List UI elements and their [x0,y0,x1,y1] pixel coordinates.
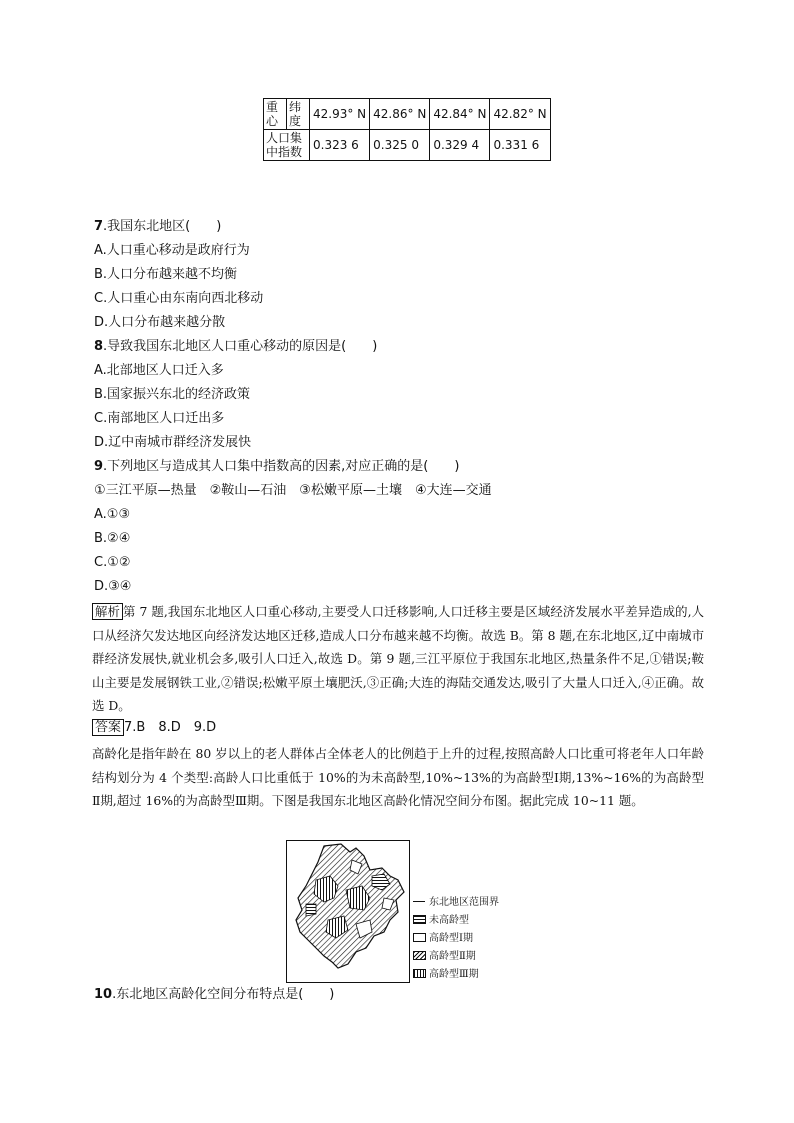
option: A.北部地区人口迁入多 [94,363,224,378]
answer-line: 答案 7.B 8.D 9.D [92,719,216,737]
table-head-latitude: 纬度 [287,99,310,130]
table-row [264,99,551,130]
legend-item: 未高龄型 [413,914,469,927]
table-cell: 0.329 4 [430,130,490,161]
question-10-stem: 10.东北地区高龄化空间分布特点是( ) [94,987,335,1002]
option: B.人口分布越来越不均衡 [94,267,238,282]
table-cell: 0.323 6 [310,130,370,161]
question-8-stem: 8.导致我国东北地区人口重心移动的原因是( ) [94,339,378,354]
horizontal-hatch-icon [413,915,426,924]
table-row [264,130,551,161]
option: B.②④ [94,531,131,546]
table-cell: 0.325 0 [370,130,430,161]
question-7-stem: 7.我国东北地区( ) [94,219,222,234]
option: C.南部地区人口迁出多 [94,411,225,426]
table-cell: 42.93° N [310,99,370,130]
legend-item: 东北地区范围界 [413,896,499,909]
vertical-hatch-icon [413,969,426,978]
blank-swatch-icon [413,933,426,942]
legend-item: 高龄型Ⅱ期 [413,950,476,963]
legend-item: 高龄型Ⅲ期 [413,968,479,981]
table-head-index: 人口集中指数 [264,130,310,161]
northeast-aging-map [286,840,410,983]
option: D.人口分布越来越分散 [94,315,226,330]
question-9-stem: 9.下列地区与造成其人口集中指数高的因素,对应正确的是( ) [94,459,460,474]
option: A.人口重心移动是政府行为 [94,243,250,258]
option: C.①② [94,555,131,570]
table-head-centroid: 重心 [264,99,287,130]
option: D.③④ [94,579,132,594]
option: C.人口重心由东南向西北移动 [94,291,264,306]
legend-item: 高龄型Ⅰ期 [413,932,473,945]
table-cell: 42.84° N [430,99,490,130]
intro-paragraph: 高龄化是指年龄在 80 岁以上的老人群体占全体老人的比例趋于上升的过程,按照高龄人口比重可将老年人口年龄结构划分为 4 个类型:高龄人口比重低于 10%的为未高龄型,10%~13%的为高龄型Ⅰ期,13%~16%的为高龄型Ⅱ期,超过 16%的为高龄型Ⅲ期。下图是我国东北地区高龄化情况空间分布图。据此完成 10~11 题。 [92,746,704,808]
centroid-table [263,98,551,161]
question-9-items: ①三江平原—热量 ②鞍山—石油 ③松嫩平原—土壤 ④大连—交通 [94,483,492,498]
analysis-paragraph: 解析 第 7 题,我国东北地区人口重心移动,主要受人口迁移影响,人口迁移主要是区域经济发展水平差异造成的,人口从经济欠发达地区向经济发达地区迁移,造成人口分布越来越不均衡。故选 B。第 8 题,在东北地区,辽中南城市群经济发展快,就业机会多,吸引人口迁入,故选 D。第 9 题,三江平原位于我国东北地区,热量条件不足,①错误;鞍山主要是发展钢铁工业,②错误;松嫩平原土壤肥沃,③正确;大连的海陆交通发达,吸引了大量人口迁入,④正确。故选 D。 [92,604,705,713]
question-number: 8 [94,339,104,354]
question-number: 10 [94,987,113,1002]
region-unaged [306,904,316,916]
analysis-tag: 解析 [92,603,123,620]
option: D.辽中南城市群经济发展快 [94,435,252,450]
table-cell: 42.86° N [370,99,430,130]
option: A.①③ [94,507,131,522]
question-number: 7 [94,219,104,234]
boundary-line-icon [413,901,425,902]
table-cell: 42.82° N [490,99,550,130]
option: B.国家振兴东北的经济政策 [94,387,251,402]
table-cell: 0.331 6 [490,130,550,161]
answer-tag: 答案 [92,719,124,736]
diagonal-hatch-icon [413,951,426,960]
question-number: 9 [94,459,104,474]
